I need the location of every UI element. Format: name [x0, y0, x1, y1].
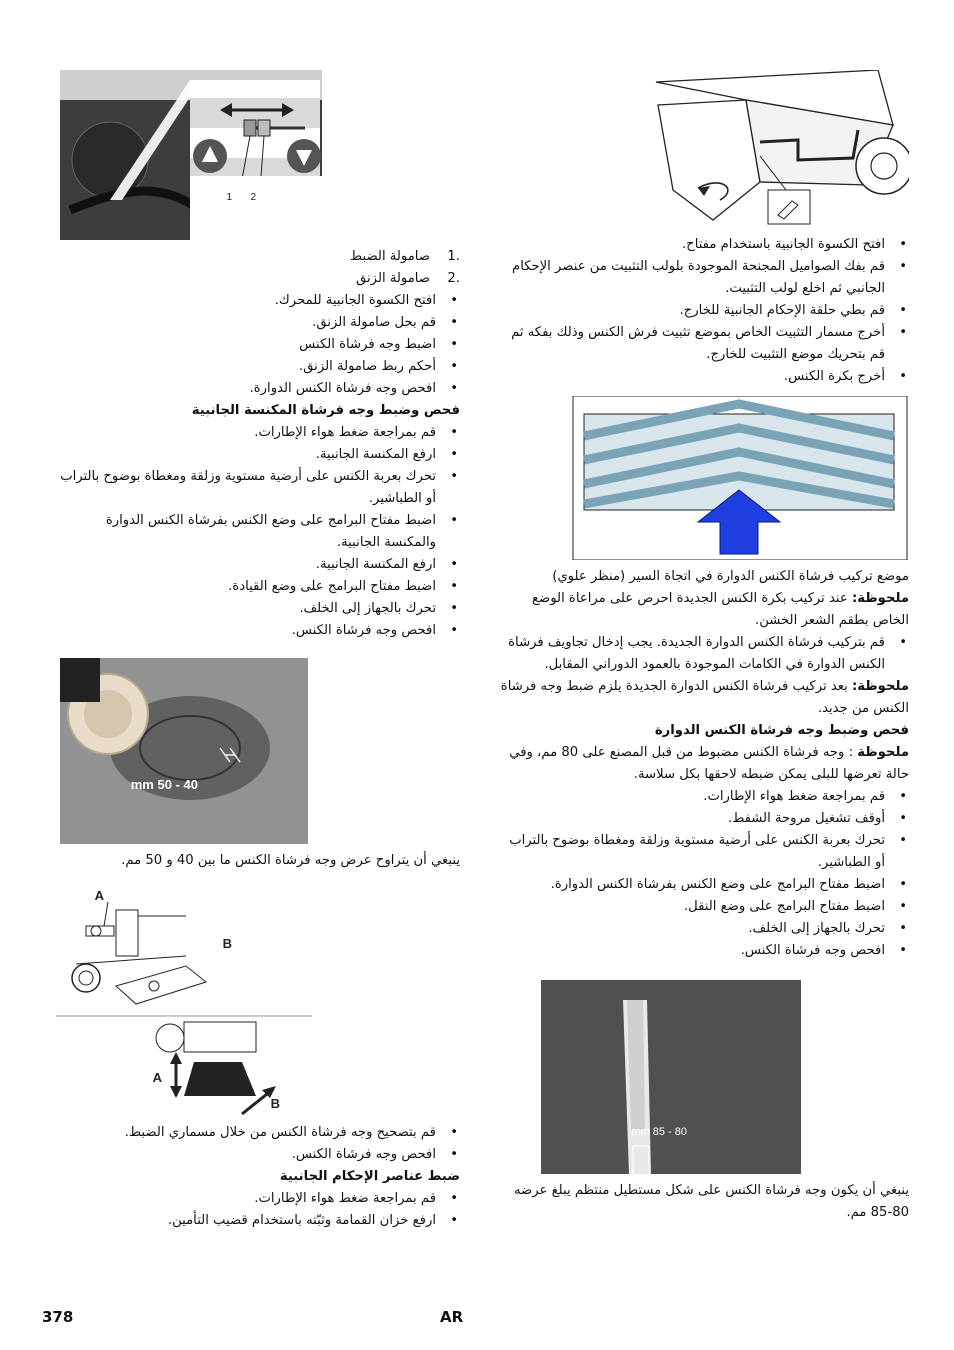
- side-brush-pattern-photo: [0, 658, 308, 844]
- section-heading: ضبط عناصر الإحكام الجانبية: [279, 1169, 460, 1184]
- section-heading: فحص وضبط وجه فرشاة الكنس الدوارة: [654, 723, 909, 738]
- correct-brush-steps: [56, 1122, 460, 1166]
- list-item: • قم بفك الصواميل المجنحة الموجودة بلولب التثبيت من عنصر الإحكام الجانبي ثم اخلع لولب التثبيت.: [498, 256, 909, 300]
- roller-brush-pattern-photo: [541, 980, 801, 1174]
- left-column: [56, 70, 460, 1232]
- list-item: • ارفع المكنسة الجانبية.: [56, 444, 460, 466]
- list-item: • قم بتركيب فرشاة الكنس الدوارة الجديدة. يجب إدخال تجاويف فرشاة الكنس الدوارة في الكامات الموجودة بالعمود الدوراني المقابل.: [498, 632, 909, 676]
- side-brush-check-steps: [56, 422, 460, 642]
- list-item: • ارفع المكنسة الجانبية.: [56, 554, 460, 576]
- list-item: • اضبط مفتاح البرامج على وضع القيادة.: [56, 576, 460, 598]
- note: [498, 676, 909, 720]
- list-item: • افحص وجه فرشاة الكنس.: [56, 620, 460, 642]
- parts-legend: [56, 246, 460, 290]
- list-item: • تحرك بعربة الكنس على أرضية مستوية وزلقة ومغطاة بوضوح بالتراب أو الطباشير.: [498, 830, 909, 874]
- adjust-screws-drawing: [0, 886, 312, 1116]
- note-label: ملحوظة:: [851, 591, 909, 606]
- list-item: • قم بمراجعة ضغط هواء الإطارات.: [56, 422, 460, 444]
- list-item: • أوقف تشغيل مروحة الشفط.: [498, 808, 909, 830]
- list-item: • قم بحل صامولة الزنق.: [56, 312, 460, 334]
- list-item: • قم بطي حلقة الإحكام الجانبية للخارج.: [498, 300, 909, 322]
- language-code: AR: [440, 1308, 464, 1326]
- side-cover-drawing: [498, 70, 909, 228]
- list-item: • أخرج مسمار التثبيت الخاص بموضع تثبيت فرش الكنس وذلك بفكه ثم قم بتحريك موضع التثبيت للخارج.: [498, 322, 909, 366]
- list-item: • قم بمراجعة ضغط هواء الإطارات.: [498, 786, 909, 808]
- callout-2: 2: [250, 192, 256, 203]
- item-number: 1.: [447, 249, 460, 264]
- width-label: 80 - 85 mm: [631, 1126, 687, 1138]
- width-label: 40 - 50 mm: [130, 777, 198, 792]
- list-item: • افحص وجه فرشاة الكنس الدوارة.: [56, 378, 460, 400]
- list-item: • أحكم ربط صامولة الزنق.: [56, 356, 460, 378]
- label-b-bottom: B: [270, 1096, 280, 1111]
- figure-caption: ينبغي أن يتراوح عرض وجه فرشاة الكنس ما بين 40 و 50 مم.: [121, 853, 460, 868]
- adjust-nut-steps: [56, 290, 460, 400]
- item-text: صامولة الضبط: [350, 249, 430, 264]
- list-item: [56, 246, 460, 268]
- note: [498, 742, 909, 786]
- list-item: [56, 268, 460, 290]
- right-column: [498, 70, 909, 1224]
- side-seal-steps: [56, 1188, 460, 1232]
- list-item: • اضبط مفتاح البرامج على وضع الكنس بفرشاة الكنس الدوارة.: [498, 874, 909, 896]
- remove-brush-steps: [498, 234, 909, 388]
- list-item: • افحص وجه فرشاة الكنس.: [498, 940, 909, 962]
- note-text: عند تركيب بكرة الكنس الجديدة احرص على مراعاة الوضع الخاص بطقم الشعر الخشن.: [532, 591, 909, 628]
- check-brush-steps: [498, 786, 909, 962]
- brush-direction-diagram: [498, 396, 909, 560]
- item-number: 2.: [447, 271, 460, 286]
- note-text: : وجه فرشاة الكنس مضبوط من قبل المصنع على 80 مم، وفي حالة تعرضها للبلى يمكن ضبطه لاحقها بكل سلاسة.: [509, 745, 909, 782]
- list-item: • تحرك بالجهاز إلى الخلف.: [498, 918, 909, 940]
- list-item: • اضبط وجه فرشاة الكنس: [56, 334, 460, 356]
- list-item: • قم بمراجعة ضغط هواء الإطارات.: [56, 1188, 460, 1210]
- note: [498, 588, 909, 632]
- adjust-nut-photo: [0, 70, 322, 240]
- label-b-top: B: [222, 936, 232, 951]
- note-label: ملحوظة:: [851, 679, 909, 694]
- callout-1: 1: [226, 192, 232, 203]
- install-brush-steps: [498, 632, 909, 676]
- list-item: • ارفع خزان القمامة وثبّته باستخدام قضيب التأمين.: [56, 1210, 460, 1232]
- list-item: • اضبط مفتاح البرامج على وضع الكنس بفرشاة الكنس الدوارة والمكنسة الجانبية.: [56, 510, 460, 554]
- list-item: • أخرج بكرة الكنس.: [498, 366, 909, 388]
- figure-caption: موضع تركيب فرشاة الكنس الدوارة في اتجاة السير (منظر علوي): [552, 569, 909, 584]
- list-item: • افتح الكسوة الجانبية للمحرك.: [56, 290, 460, 312]
- list-item: • افحص وجه فرشاة الكنس.: [56, 1144, 460, 1166]
- figure-caption: ينبغي أن يكون وجه فرشاة الكنس على شكل مستطيل منتظم يبلغ عرضه 80-85 مم.: [513, 1183, 909, 1220]
- label-a-bottom: A: [152, 1070, 162, 1085]
- list-item: • قم بتصحيح وجه فرشاة الكنس من خلال مسماري الضبط.: [56, 1122, 460, 1144]
- note-label: ملحوظة: [857, 745, 909, 760]
- label-a-top: A: [94, 888, 104, 903]
- item-text: صامولة الزنق: [356, 271, 430, 286]
- list-item: • اضبط مفتاح البرامج على وضع النقل.: [498, 896, 909, 918]
- list-item: • افتح الكسوة الجانبية باستخدام مفتاح.: [498, 234, 909, 256]
- list-item: • تحرك بالجهاز إلى الخلف.: [56, 598, 460, 620]
- note-text: بعد تركيب فرشاة الكنس الدوارة الجديدة يلزم ضبط وجه فرشاة الكنس من جديد.: [500, 679, 909, 716]
- list-item: • تحرك بعربة الكنس على أرضية مستوية وزلقة ومغطاة بوضوح بالتراب أو الطباشير.: [56, 466, 460, 510]
- page-number: 378: [42, 1308, 74, 1326]
- section-heading: فحص وضبط وجه فرشاة المكنسة الجانبية: [191, 403, 460, 418]
